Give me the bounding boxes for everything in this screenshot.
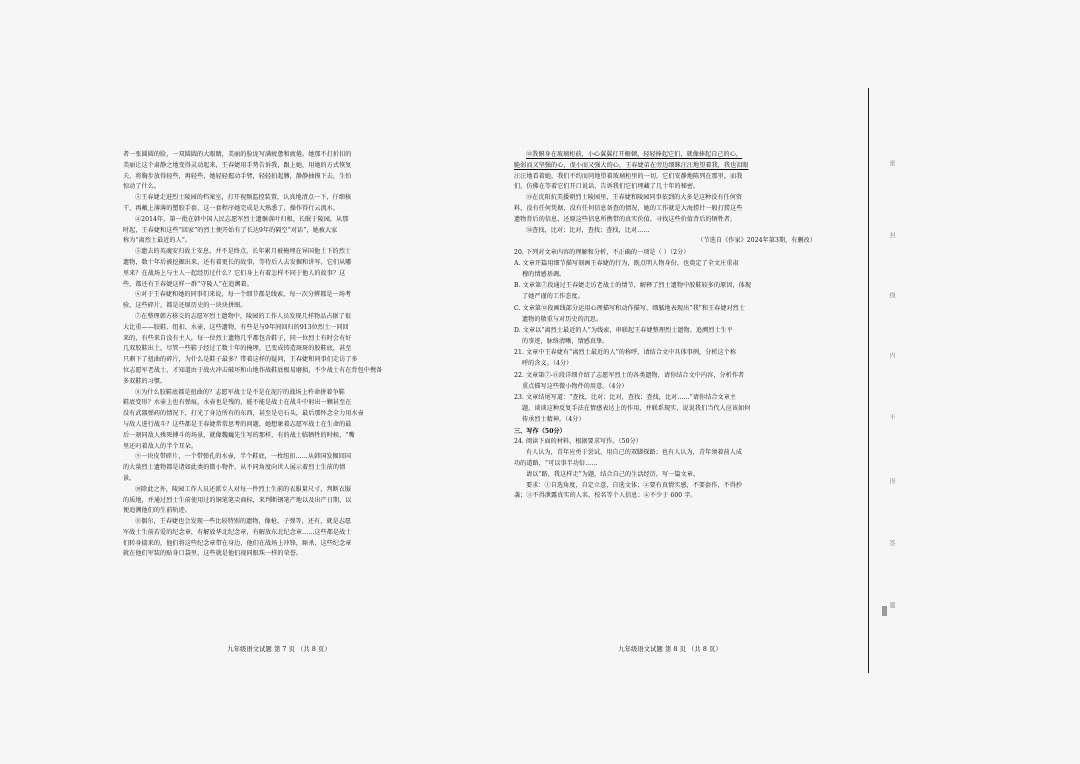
left-page-line: 美丽让这个肃静之地变得灵动起来，王春婕用手势告诉我，跟上她，用她的方式恢复: [123, 161, 352, 169]
binding-mark: 密: [888, 160, 895, 166]
left-page-line: 里来？在战场上与主人一起经历过什么？它们身上有着怎样不同于他人的故事？这: [123, 269, 346, 277]
writing-line: 请以“路，我这样走”为题，结合自己的生活经历，写一篇文章。: [526, 470, 700, 478]
left-page-line: ④2014年，第一批在韩中国人民志愿军烈士遗骸落叶归根，长眠于陵园，从那: [135, 215, 349, 223]
left-page-line: 夫，将胸步放得轻些，再轻些，她轻轻握动手臂，轻轻拍起膊，静静抽摸下去，生怕: [123, 172, 352, 180]
question-line: B. 文章第⑦段通过王春婕走访老战士的情节，解释了烈士遗物中胶鞋较多的原因，体现: [514, 282, 752, 290]
question-line: 题，谈谈这种反复手法在情感表达上的作用，并联系现实，说说我们当代人应该如何: [522, 405, 751, 413]
writing-line: 有人认为，青年应勇于尝试，用自己的双脚探路；也有人认为，青年须着前人成: [526, 449, 743, 457]
left-page-line: 验，这些碎片，都是还原历史的一块块拼图。: [123, 302, 247, 310]
left-page-line: 的质地，并通过烈士生前使用过的铜笔笔尖商标，来判断钢笔产地以及出产日期，以: [123, 496, 352, 504]
writing-line: 要求：①自选角度，自定立意，自选文体；②要有真情实感，不要套作，不得抄: [526, 481, 743, 489]
left-page-line: 后一刻同敌人殊死搏斗的场景，就像魏巍先生写的那样，有的战士临牺牲的时候，“嘴: [123, 431, 355, 439]
writing-section-title: 三、写作（50分）: [514, 427, 566, 435]
binding-mark: 答: [888, 540, 895, 546]
question-line: 21. 文章中王春婕有“离烈士最近的人”的称呼，请结合文中具体事例，分析这个称: [514, 349, 737, 357]
writing-line: 功的道路，“可以事半功倍……: [514, 460, 598, 468]
binding-strip: [877, 96, 895, 666]
left-page-content: [123, 150, 435, 560]
question-line: 重点描写这些微小物件的用意。（4分）: [522, 382, 628, 390]
question-line: 传承烈士精神。（4分）: [522, 416, 585, 424]
binding-mark: 不: [888, 414, 895, 420]
left-page-line: 大比重——胶鞋、纽扣、水壶，这些遗物，有些是与9年间回归的913位烈士一同回: [123, 323, 349, 331]
left-page-line: 遗物，数十年后被挖掘出来，还有着更长的故事，等待后人去发掘和讲写。它们从哪: [123, 258, 352, 266]
left-page-line: 来的，有些来自没有主人，每一位烈士遗物几乎都包含鞋子，同一位烈士有时会有好: [123, 334, 352, 342]
right-page-line: ⑭查找，比对；比对，查找；查找，比对……: [526, 226, 650, 234]
question-line: 22. 文章第⑦-⑪段详细介绍了志愿军烈士的各类遗物，请你结合文中内容，分析作者: [514, 371, 745, 379]
right-page-content: [514, 150, 826, 502]
question-line: D. 文章以“离烈士最近的人”为线索，串联起王春婕整理烈士遗物、追溯烈士生平: [514, 326, 733, 334]
writing-line: 袭；③不得泄露真实的人名，校名等个人信息；④不少于 600 字。: [514, 492, 697, 500]
left-page-line: 者一张圆圆的脸，一双圆圆的大眼睛，美丽的脸庞写满疲惫和疲倦。她那不打折扣的: [123, 151, 352, 158]
left-page-line: 与敌人进行战斗？这些都是王春婕常常思考的问题，她想象着志愿军战士在生命的最: [123, 420, 352, 428]
source-citation: （节选自《作家》2024年第3期，有删改）: [697, 237, 816, 245]
left-page-footer: 九年级语文试题 第 7 页 （共 8 页）: [227, 646, 331, 653]
left-page-line: 便追溯他们的生前轨迹。: [123, 507, 191, 515]
left-page-line: ⑤王春婕走进烈士陵园的档案室，打开视频监控装置，认真地清点一下，仔细核: [135, 194, 352, 202]
writing-line: 24. 阅读下面的材料，根据要求写作。（50分）: [514, 438, 642, 446]
left-page-line: 景。: [123, 474, 136, 482]
left-page: [123, 150, 435, 655]
binding-mark: 题: [888, 602, 895, 608]
left-page-line: ⑩除此之外，陵园工作人员还派专人对每一件烈士生前的衣服量尺寸，判断衣服: [135, 485, 352, 493]
question-line: C. 文章第⑫段画线部分运用心理描写和动作描写，细腻地表现出“我”和王春婕对烈士: [514, 304, 746, 312]
left-page-line: 就在他们军装的贴身口袋里，这些就是他们视同眼珠一样的荣誉。: [123, 550, 303, 558]
question-line: 呼的含义。（4分）: [522, 360, 573, 368]
question-line: 了她严谨的工作态度。: [522, 293, 584, 301]
right-page-line: ⑫我俯身在玻璃柜前，小心翼翼打开橱顿，轻轻捧起它们，就像捧起自己的心，: [526, 151, 743, 158]
left-page-line: 干，再戴上薄薄的塑胶手套，这一套程序她完成是大熟悉了，操作得行云流水。: [123, 204, 340, 212]
left-page-line: 里还叼着敌人的半个耳朵。: [123, 442, 198, 450]
left-page-line: 惊动了什么。: [123, 183, 161, 191]
left-page-line: 些，都还有王春婕这样一群“守陵人”在追溯着。: [123, 280, 253, 288]
right-page-line: 汪汪地看着她，我们不约而同地望着玻璃柜里的一切，它们安静地陈列在那里，而我: [514, 172, 743, 180]
left-page-line: 几双胶鞋出土，尽管一些鞋子经过了数十年的掩埋，已变成铸造斑斑的胶鞋底，甚至: [123, 345, 352, 353]
left-page-line: ⑧为什么胶鞋底都是扭曲的？志愿军战士是不是在泥泞的战场上杵命拼着争鞋: [135, 388, 345, 396]
binding-line: [868, 88, 869, 673]
binding-corner-mark: [882, 606, 887, 616]
left-page-line: 鞋底变形？水壶上也有弹痕，水壶也是残的，能不能是战士在战斗中射出一颗甚至在: [123, 399, 352, 407]
right-page-line: ⑬在沈阳抗美援朝烈士陵园里，王春婕和陵园同事依到的大多是这种没有任何资: [526, 194, 743, 202]
binding-mark: 内: [888, 352, 895, 358]
left-page-line: 位志愿军老战士，才知道由于战火冲击破坏和山地作战鞋底极易磨损，不少战士有在背包中携备: [123, 366, 383, 374]
binding-mark: 线: [888, 292, 895, 298]
left-page-line: 多双鞋的习惯。: [123, 377, 167, 385]
left-page-line: ⑤遗去的英魂安归故土安息，并不是终点，长年累月被掩埋在异国他土下的烈士: [135, 248, 352, 256]
left-page-line: 时起，王春婕和这些“回家”的烈士便开始有了长达9年的隔空“对话”，她被大家: [123, 226, 338, 234]
left-page-line: ⑦在整理韩方移交的志愿军烈士遗物中，陵园的工作人员发现几样物品占据了很: [135, 312, 352, 320]
question-line: 穆的情感基调。: [522, 270, 566, 278]
question-line: 23. 文章结尾写道：“查找，比对；比对，查找；查找，比对……”请你结合文章主: [514, 394, 737, 401]
right-page-line: 料，没有任何凭据，没有任何信息备查的情况，她的工作就是大海捞针一般打捞这些: [514, 204, 743, 212]
question-line: 的事迹，脉络清晰，情感真挚。: [522, 338, 609, 346]
left-page-line: 的大量烈士遗物都是诸如此类的微小物件，从不同角度向世人展示着烈士生前的情: [123, 464, 346, 472]
left-page-line: ⑥对于王春婕和她的同事们来说，每一个细节都是线索，每一次分辨都是一场考: [135, 291, 352, 299]
left-page-line: 没有武器弹药的情况下，打光了身边所有的东西，甚至是皂石头，最后那怀念全力用水壶: [123, 410, 364, 418]
right-page-footer: 九年级语文试题 第 8 页 （共 8 页）: [618, 646, 722, 653]
left-page-line: ⑪偶尔，王春婕也会发现一些比较特别的遗物，像枪、子弹等，还有，就是志愿: [135, 518, 352, 526]
question-line: A. 文章开篇用细节描写刻画王春婕的行为，既点明人物身份，也奠定了全文庄重肃: [514, 259, 739, 267]
left-page-line: 称为“离烈士最近的人”。: [123, 237, 192, 245]
left-page-line: ⑨一块皮带碎片，一个带弹孔的水壶，半个鞋底，一枚纽扣……从韩国发掘回国: [135, 453, 352, 461]
question-line: 20. 下列对文章内容的理解和分析，不正确的一项是（ ）（2分）: [514, 248, 690, 256]
question-line: 遗物的敬重与对历史的沉思。: [522, 315, 603, 323]
binding-mark: 得: [888, 478, 895, 484]
right-page-line: 们，仿佛在等着它们开口说话，告诉我们它们埋藏了几十年的秘密。: [514, 183, 700, 191]
left-page-line: 军战士生前若爱的纪念章，有解放华北纪念章，有解放东北纪念章……这些都是战士: [123, 528, 352, 536]
right-page-line: 遗物背后的信息，还原这些信息所携带的真实价值，寻找这些价值背后的牺牲者。: [514, 215, 737, 223]
left-page-line: 们转身揣来的，他们将这些纪念章带在身边，他们在战场上冲锋，厮杀，这些纪念章: [123, 539, 352, 547]
left-page-line: 只剩下了扭曲的碎片，为什么是鞋子最多？带着这样的疑问，王春婕和同事们走访了多: [123, 356, 358, 364]
binding-mark: 封: [888, 232, 895, 238]
right-page-line: 脆弱而又坚强的心，虔小而又强大的心，王春婕弟在旁边细眯汪汪地望着我，我也泪眼: [514, 161, 749, 169]
right-page: [514, 150, 826, 655]
